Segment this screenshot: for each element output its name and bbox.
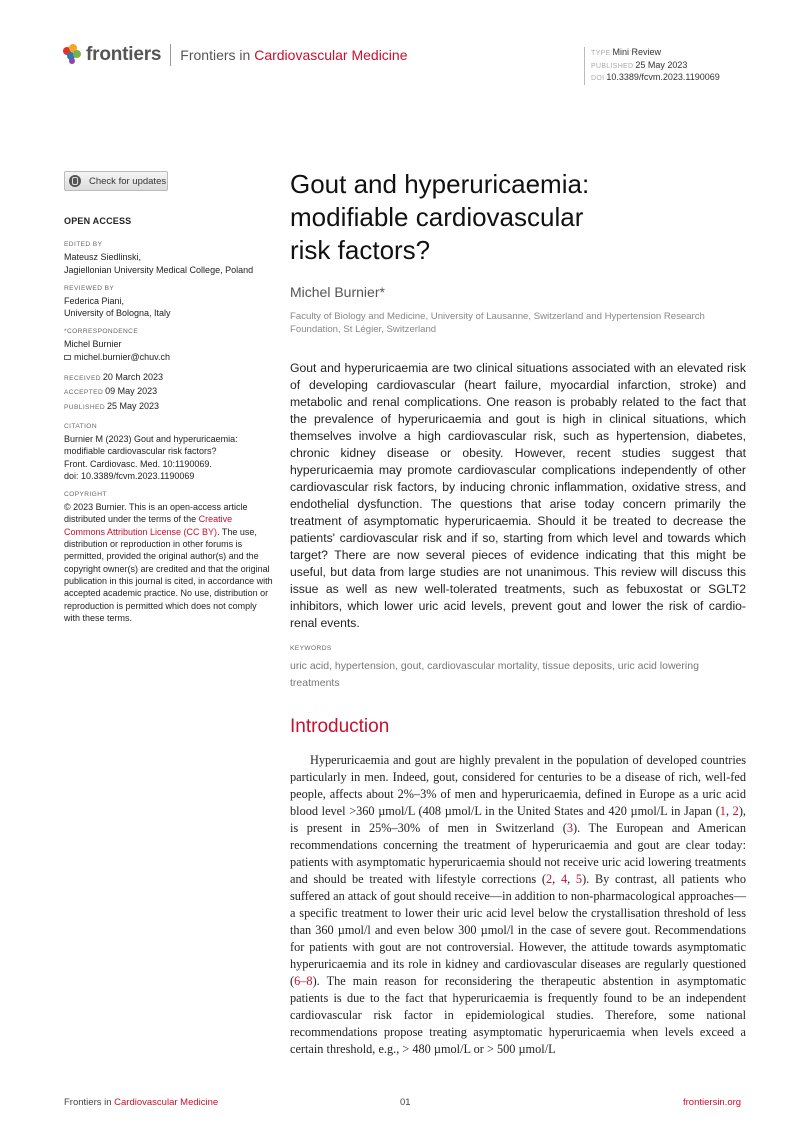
open-access-label: OPEN ACCESS xyxy=(64,216,132,226)
author-name[interactable]: Michel Burnier* xyxy=(290,284,385,300)
author-affiliation: Faculty of Biology and Medicine, University of Lausanne, Switzerland and Hypertension Research Foundation, St Légier, Switzerland xyxy=(290,311,705,335)
journal-name[interactable]: Frontiers in Cardiovascular Medicine xyxy=(180,47,408,63)
reference-link[interactable]: 2 xyxy=(732,804,739,818)
dates: RECEIVED 20 March 2023 ACCEPTED 09 May 2023 PUBLISHED 25 May 2023 xyxy=(64,372,163,411)
section-heading-introduction: Introduction xyxy=(290,716,390,737)
header-divider xyxy=(170,44,171,66)
reference-link[interactable]: 4 xyxy=(560,872,568,886)
reviewer-name[interactable]: Federica Piani, xyxy=(64,295,125,306)
footer-journal: Frontiers in Cardiovascular Medicine xyxy=(64,1097,219,1108)
reference-link[interactable]: 6–8 xyxy=(294,974,313,988)
keywords-label: KEYWORDS xyxy=(290,645,332,652)
bookmark-icon xyxy=(69,175,81,187)
article-type: Mini Review xyxy=(612,47,661,57)
cc-by-license-link[interactable]: Creative Commons Attribution License (CC BY) xyxy=(64,514,233,537)
page-number: 01 xyxy=(400,1097,411,1108)
reference-link[interactable]: 1 xyxy=(719,804,726,818)
keywords: uric acid, hypertension, gout, cardiovascular mortality, tissue deposits, uric acid lowering treatments xyxy=(290,660,699,689)
editor-name[interactable]: Mateusz Siedlinski, xyxy=(64,252,142,263)
copyright: COPYRIGHT © 2023 Burnier. This is an open-access article distributed under the terms of the Creative Commons Attribution License (CC BY). The use, distribution or reproduction in other forums is permitted, provided the original author(s) and the copyright owner(s) are credited and that the original publication in this journal is cited, in accordance with accepted academic practice. No use, distribution or reproduction is permitted which does not comply with these terms. xyxy=(64,491,273,623)
edited-by: EDITED BY Mateusz Siedlinski, Jagiellonian University Medical College, Poland xyxy=(64,240,274,276)
citation: CITATION Burnier M (2023) Gout and hyperuricaemia: modifiable cardiovascular risk factors? Front. Cardiovasc. Med. 10:1190069. doi: 10.3389/fcvm.2023.1190069 xyxy=(64,422,238,481)
correspondence-email[interactable]: michel.burnier@chuv.ch xyxy=(74,351,171,362)
reviewed-by: REVIEWED BY Federica Piani, University of Bologna, Italy xyxy=(64,284,274,320)
reference-link[interactable]: 2 xyxy=(545,872,553,886)
article-title: Gout and hyperuricaemia: modifiable cardiovascular risk factors? xyxy=(290,169,590,265)
article-sidebar xyxy=(64,215,274,632)
abstract: Gout and hyperuricaemia are two clinical situations associated with an elevated risk of developing cardiovascular (heart failure, myocardial infarction, stroke) and metabolic and renal complications. One reason is probably related to the fact that the prevalence of hyperuricaemia and gout is high in clinical situations, which themselves involve a high cardiovascular risk, such as hypertension, diabetes, chronic kidney disease or obesity. However, recent studies suggest that hyperuricaemia may promote cardiovascular complications independently of other cardiovascular risk factors, by inducing chronic inflammation, oxidative stress, and endothelial dysfunction. The questions that arise today concern primarily the treatment of asymptomatic hyperuricaemia. Should it be treated to decrease the patients' cardiovascular risk and if so, starting from which level and towards which target? There are now several pieces of evidence indicating that this might be useful, but data from large studies are not unanimous. This review will discuss this issue as well as new well-tolerated treatments, such as febuxostat or SGLT2 inhibitors, which lower uric acid levels, prevent gout and lower the risk of cardio-renal events. xyxy=(290,361,746,630)
email-icon xyxy=(64,355,71,360)
introduction-paragraph: Hyperuricaemia and gout are highly prevalent in the population of developed countries particularly in men. Indeed, gout, considered for centuries to be a disease of rich, well-fed people, affects about 2%–3% of men and hyperuricaemia, defined in Europe as a uric acid blood level >360 µmol/L (408 µmol/L in the United States and 420 µmol/L in Japan (1, 2), is present in 25%–30% of men in Switzerland (3). The European and American recommendations concerning the treatment of hyperuricaemia and gout are clear today: patients with asymptomatic hyperuricaemia should not receive uric acid lowering treatments and should be treated with lifestyle corrections (2, 4, 5). By contrast, all patients who suffered an attack of gout should receive—in addition to non-pharmacological approaches—a specific treatment to lower their uric acid level below the crystallisation threshold of less than 360 µmol/l and even below 300 µmol/l in the case of severe gout. Recommendations for patients with gout are not controversial. However, the attitude towards asymptomatic hyperuricaemia and its role in kidney and cardiovascular diseases are regularly questioned (6–8). The main reason for reconsidering the therapeutic abstention in asymptomatic patients is due to the fact that hyperuricaemia is frequently found to be an independent cardiovascular risk factor in epidemiological studies. Therefore, some national recommendations propose treating asymptomatic hyperuricaemia when levels exceed a certain threshold, e.g., > 480 µmol/L or > 500 µmol/L xyxy=(290,753,746,1056)
journal-header xyxy=(63,44,408,66)
footer-site-link[interactable]: frontiersin.org xyxy=(683,1097,742,1108)
frontiers-logo-icon xyxy=(63,44,81,66)
frontiers-logo-text: frontiers xyxy=(86,44,162,65)
reference-link[interactable]: 5 xyxy=(575,872,583,886)
doi-link[interactable]: 10.3389/fcvm.2023.1190069 xyxy=(606,72,720,82)
article-meta: TYPE Mini Review PUBLISHED 25 May 2023 DOI 10.3389/fcvm.2023.1190069 xyxy=(584,47,720,85)
correspondence: *CORRESPONDENCE Michel Burnier michel.burnier@chuv.ch xyxy=(64,328,171,362)
published-date: 25 May 2023 xyxy=(635,59,688,70)
check-updates-button[interactable]: Check for updates xyxy=(64,171,168,191)
reference-link[interactable]: 3 xyxy=(566,821,573,835)
